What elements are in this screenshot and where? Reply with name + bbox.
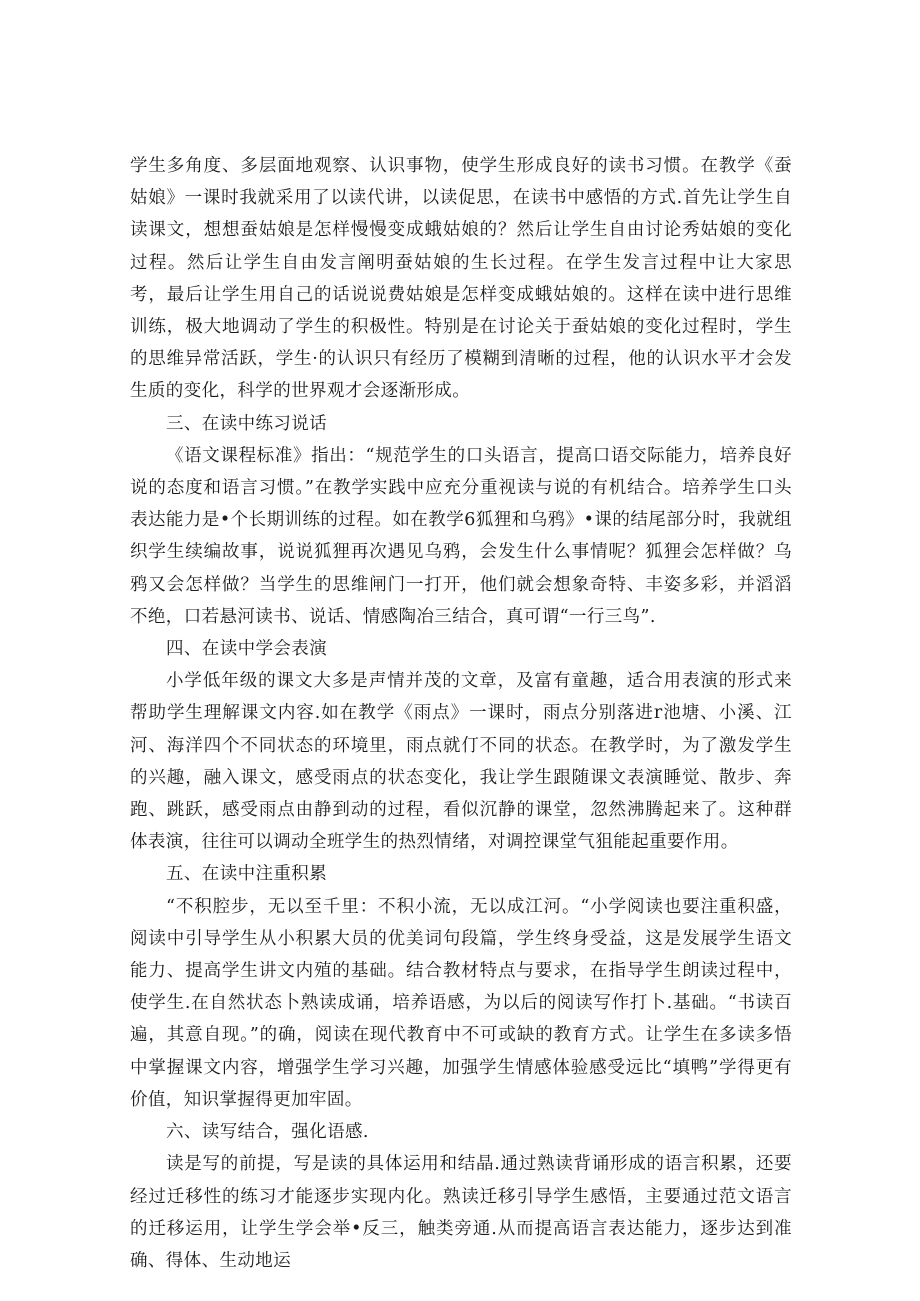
section-heading-3: 三、在读中练习说话 bbox=[166, 413, 328, 434]
section-heading-6: 六、读写结合，强化语感. bbox=[166, 1122, 369, 1143]
section-heading-4: 四、在读中学会表演 bbox=[166, 639, 328, 660]
paragraph-section-6: 读是写的前提，写是读的具体运用和结晶.通过熟读背诵形成的语言积累，还要经过迁移性的练习才能逐步实现内化。熟读迁移引导学生感悟，主要通过范文语言的迁移运用，让学生学会举•反三，触类旁通.从而提高语言表达能力，逐步达到准确、得体、生动地运 bbox=[130, 1154, 792, 1271]
paragraph-section-4: 小学低年级的课文大多是声情并茂的文章，及富有童趣，适合用表演的形式来帮助学生理解课文内容.如在教学《雨点》一课时，雨点分别落进r池塘、小溪、江河、海洋四个不同状态的环境里，雨点就仃不同的状态。在教学时，为了激发学生的兴趣，融入课文，感受雨点的状态变化，我让学生跟随课文表演睡觉、散步、奔跑、跳跃，感受雨点由静到动的过程，看似沉静的课堂，忽然沸腾起来了。这种群体表演，往往可以调动全班学生的热烈情绪，对调控课堂气狙能起重要作用。 bbox=[130, 671, 792, 853]
paragraph-continued-intro: 学生多角度、多层面地观察、认识事物，使学生形成良好的读书习惯。在教学《蚕姑娘》一课时我就采用了以读代讲，以读促思，在读书中感悟的方式.首先让学生自读课文，想想蚕姑娘是怎样慢慢变成蛾姑娘的？然后让学生自由讨论秀姑娘的变化过程。然后让学生自由发言阐明蚕姑娘的生长过程。在学生发言过程中让大家思考，最后让学生用自己的话说说费姑娘是怎样变成蛾姑娘的。这样在读中进行思维训练，极大地调动了学生的积极性。特别是在讨论关于蚕姑娘的变化过程时，学生的思维异常活跃，学生·的认识只有经历了模糊到清晰的过程，他的认识水平才会发生质的变化，科学的世界观才会逐渐形成。 bbox=[130, 156, 792, 402]
section-heading-5: 五、在读中注重积累 bbox=[166, 864, 328, 885]
document-body bbox=[130, 150, 792, 1277]
paragraph-section-5: “不积腔步，无以至千里：不积小流，无以成江河。“小学阅读也要注重积盛，阅读中引导学生从小积累大员的优美词句段篇，学生终身受益，这是发展学生语文能力、提高学生讲文内殖的基础。结合教材特点与要求，在指导学生朗读过程中，使学生.在自然状态卜熟读成诵，培养语感，为以后的阅读写作打卜.基础。“书读百遍，其意自现。”的确，阅读在现代教育中不可或缺的教育方式。让学生在多读多悟中掌握课文内容，增强学生学习兴趣，加强学生情感体验感受远比“填鸭”学得更有价值，知识掌握得更加牢固。 bbox=[130, 896, 792, 1110]
paragraph-section-3: 《语文课程标准》指出：“规范学生的口头语言，提高口语交际能力，培养良好说的态度和语言习惯。”在教学实践中应充分重视读与说的有机结合。培养学生口头表达能力是•个长期训练的过程。如在教学6狐狸和乌鸦》•课的结尾部分时，我就组织学生续编故事，说说狐狸再次遇见乌鸦，会发生什么事情呢？狐狸会怎样做？乌鸦又会怎样做？当学生的思维闸门一打开，他们就会想象奇特、丰姿多彩，并滔滔不绝，口若悬河读书、说话、情感陶冶三结合，真可谓“一行三鸟”. bbox=[130, 445, 792, 627]
